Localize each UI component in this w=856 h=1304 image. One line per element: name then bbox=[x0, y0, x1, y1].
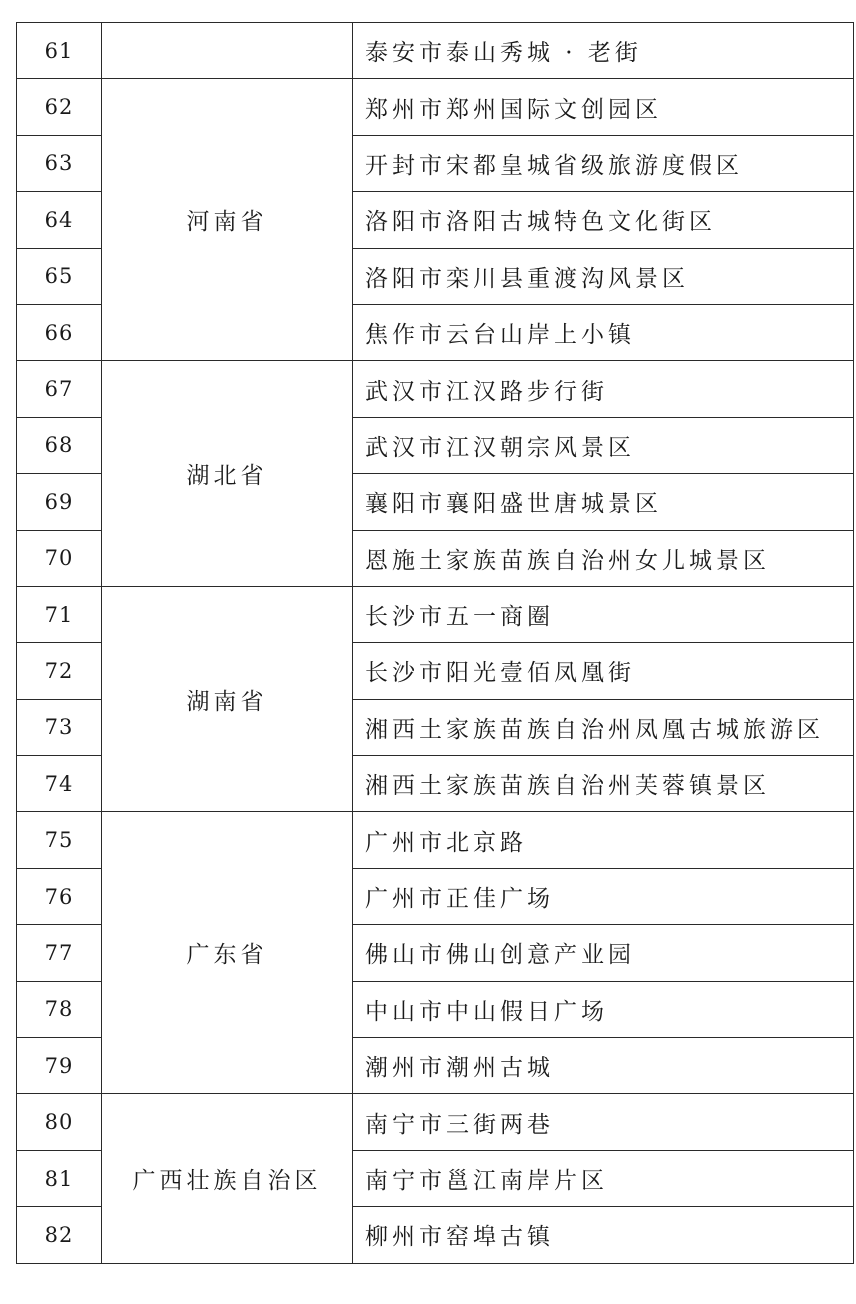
table-row bbox=[17, 79, 854, 135]
site-name: 佛山市佛山创意产业园 bbox=[353, 925, 854, 981]
province-cell bbox=[102, 23, 353, 79]
site-name: 恩施土家族苗族自治州女儿城景区 bbox=[353, 530, 854, 586]
table-row bbox=[17, 23, 854, 79]
row-number: 81 bbox=[17, 1150, 102, 1206]
site-name: 开封市宋都皇城省级旅游度假区 bbox=[353, 135, 854, 191]
row-number: 78 bbox=[17, 981, 102, 1037]
row-number: 74 bbox=[17, 756, 102, 812]
row-number: 75 bbox=[17, 812, 102, 868]
site-name: 焦作市云台山岸上小镇 bbox=[353, 304, 854, 360]
row-number: 66 bbox=[17, 304, 102, 360]
row-number: 67 bbox=[17, 361, 102, 417]
site-name: 湘西土家族苗族自治州凤凰古城旅游区 bbox=[353, 699, 854, 755]
site-name: 郑州市郑州国际文创园区 bbox=[353, 79, 854, 135]
row-number: 72 bbox=[17, 643, 102, 699]
row-number: 68 bbox=[17, 417, 102, 473]
site-name: 洛阳市栾川县重渡沟风景区 bbox=[353, 248, 854, 304]
row-number: 62 bbox=[17, 79, 102, 135]
row-number: 61 bbox=[17, 23, 102, 79]
province-cell: 广东省 bbox=[102, 812, 353, 1094]
site-name: 潮州市潮州古城 bbox=[353, 1038, 854, 1094]
table-row bbox=[17, 1094, 854, 1150]
site-name: 武汉市江汉路步行街 bbox=[353, 361, 854, 417]
province-cell: 广西壮族自治区 bbox=[102, 1094, 353, 1263]
row-number: 82 bbox=[17, 1207, 102, 1263]
site-name: 泰安市泰山秀城 · 老街 bbox=[353, 23, 854, 79]
row-number: 76 bbox=[17, 868, 102, 924]
site-name: 襄阳市襄阳盛世唐城景区 bbox=[353, 474, 854, 530]
site-name: 洛阳市洛阳古城特色文化街区 bbox=[353, 192, 854, 248]
site-name: 广州市北京路 bbox=[353, 812, 854, 868]
province-cell: 湖南省 bbox=[102, 586, 353, 812]
site-name: 武汉市江汉朝宗风景区 bbox=[353, 417, 854, 473]
row-number: 69 bbox=[17, 474, 102, 530]
row-number: 63 bbox=[17, 135, 102, 191]
sites-table bbox=[16, 22, 854, 1264]
site-name: 柳州市窑埠古镇 bbox=[353, 1207, 854, 1263]
site-name: 南宁市邕江南岸片区 bbox=[353, 1150, 854, 1206]
table-row bbox=[17, 812, 854, 868]
table-row bbox=[17, 361, 854, 417]
site-name: 长沙市五一商圈 bbox=[353, 586, 854, 642]
site-name: 南宁市三街两巷 bbox=[353, 1094, 854, 1150]
row-number: 77 bbox=[17, 925, 102, 981]
table-row bbox=[17, 586, 854, 642]
province-cell: 湖北省 bbox=[102, 361, 353, 587]
row-number: 70 bbox=[17, 530, 102, 586]
row-number: 79 bbox=[17, 1038, 102, 1094]
site-name: 长沙市阳光壹佰凤凰街 bbox=[353, 643, 854, 699]
row-number: 64 bbox=[17, 192, 102, 248]
row-number: 65 bbox=[17, 248, 102, 304]
province-cell: 河南省 bbox=[102, 79, 353, 361]
row-number: 80 bbox=[17, 1094, 102, 1150]
site-name: 中山市中山假日广场 bbox=[353, 981, 854, 1037]
row-number: 73 bbox=[17, 699, 102, 755]
row-number: 71 bbox=[17, 586, 102, 642]
site-name: 湘西土家族苗族自治州芙蓉镇景区 bbox=[353, 756, 854, 812]
site-name: 广州市正佳广场 bbox=[353, 868, 854, 924]
